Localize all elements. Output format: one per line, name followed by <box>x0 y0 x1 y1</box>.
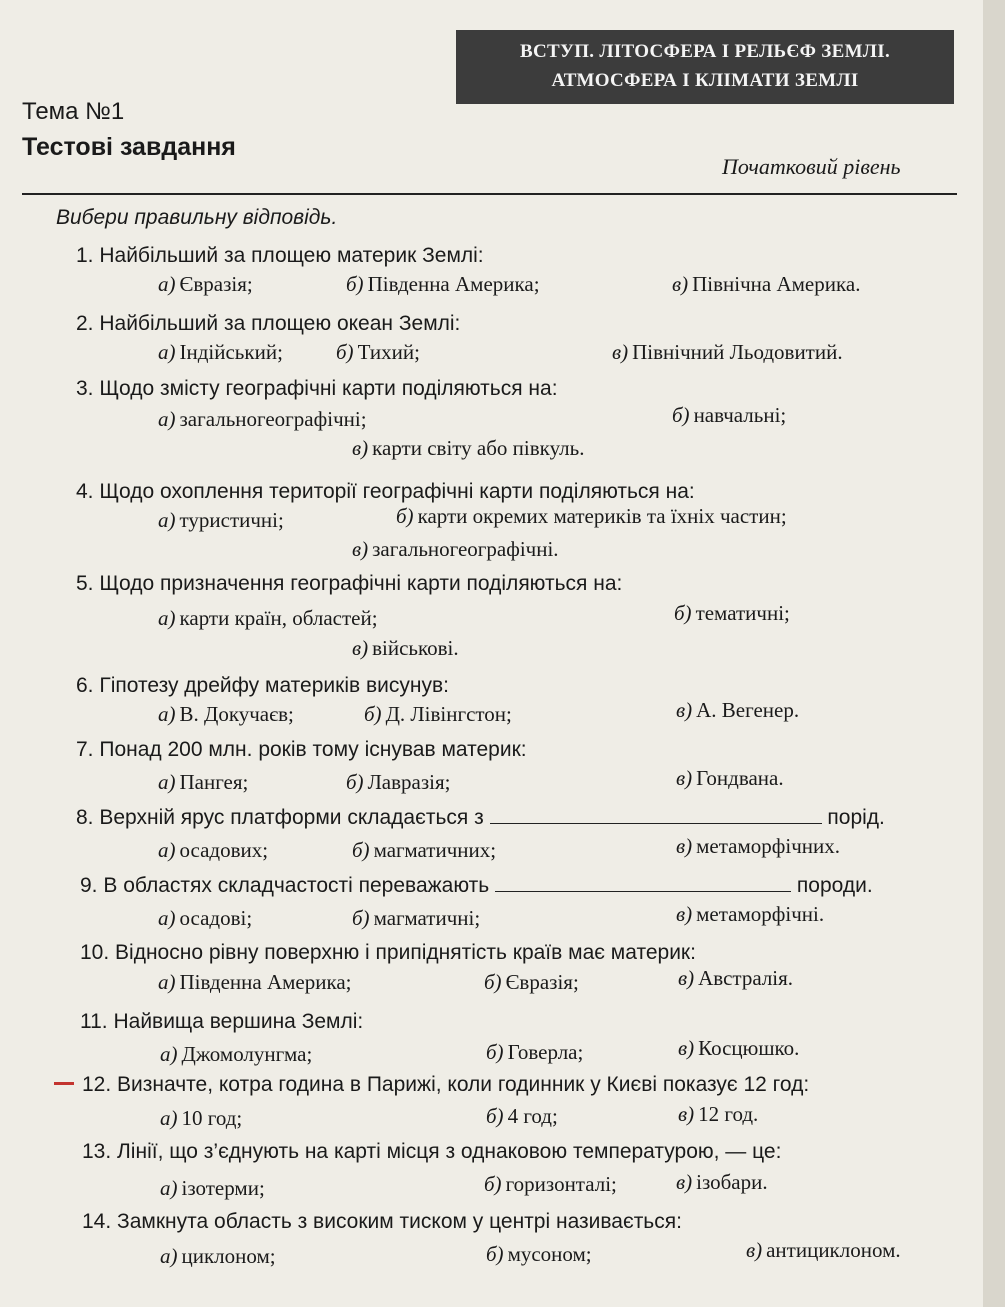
option-letter: а) <box>158 508 176 532</box>
option-14c <box>746 1238 901 1263</box>
option-letter: б) <box>486 1104 504 1128</box>
option-letter: а) <box>160 1244 178 1268</box>
option-1c <box>672 272 860 297</box>
option-text: ізобари. <box>696 1170 768 1194</box>
instruction: Вибери правильну відповідь. <box>56 206 338 229</box>
option-text: Говерла; <box>507 1040 584 1064</box>
option-11b <box>486 1040 583 1065</box>
option-text: Д. Лівінгстон; <box>385 702 512 726</box>
option-letter: в) <box>678 966 695 990</box>
question-12: 12. Визначте, котра година в Парижі, коли годинник у Києві показує 12 год: <box>82 1073 810 1096</box>
option-letter: а) <box>158 906 176 930</box>
option-letter: а) <box>158 272 176 296</box>
option-14b <box>486 1242 592 1267</box>
option-letter: б) <box>484 970 502 994</box>
option-letter: в) <box>676 698 693 722</box>
question-text: 8. Верхній ярус платформи складається з <box>76 806 484 829</box>
option-letter: а) <box>160 1176 178 1200</box>
option-9a <box>158 906 252 931</box>
page-edge <box>983 0 1005 1307</box>
option-letter: в) <box>676 834 693 858</box>
margin-mark <box>54 1082 74 1085</box>
page-title: Тестові завдання <box>22 133 236 161</box>
option-letter: в) <box>612 340 629 364</box>
option-2a <box>158 340 283 365</box>
option-text: Гондвана. <box>696 766 784 790</box>
option-text: метаморфічних. <box>696 834 840 858</box>
question-tail: порід. <box>827 806 885 829</box>
option-letter: б) <box>346 272 364 296</box>
option-7c <box>676 766 784 791</box>
option-12c <box>678 1102 758 1127</box>
option-text: Євразія; <box>505 970 579 994</box>
option-letter: в) <box>676 1170 693 1194</box>
header-divider <box>22 193 957 195</box>
option-letter: а) <box>158 606 176 630</box>
question-14: 14. Замкнута область з високим тиском у центрі називається: <box>82 1210 682 1233</box>
option-text: Пангея; <box>179 770 249 794</box>
option-13a <box>160 1176 265 1201</box>
option-text: карти окремих материків та їхніх частин; <box>417 504 787 528</box>
option-text: В. Докучаєв; <box>179 702 294 726</box>
question-11: 11. Найвища вершина Землі: <box>80 1010 364 1033</box>
option-8a <box>158 838 268 863</box>
option-4c <box>352 537 559 562</box>
option-text: ізотерми; <box>181 1176 265 1200</box>
option-letter: б) <box>352 906 370 930</box>
option-letter: б) <box>352 838 370 862</box>
question-8 <box>76 805 885 830</box>
option-letter: в) <box>678 1102 695 1126</box>
option-text: туристичні; <box>179 508 284 532</box>
question-3: 3. Щодо змісту географічні карти поділяються на: <box>76 377 558 400</box>
question-7: 7. Понад 200 млн. років тому існував материк: <box>76 738 527 761</box>
option-8b <box>352 838 496 863</box>
option-text: навчальні; <box>693 403 787 427</box>
option-text: 10 год; <box>181 1106 243 1130</box>
option-text: Косцюшко. <box>698 1036 800 1060</box>
option-9b <box>352 906 480 931</box>
option-4b <box>396 504 787 529</box>
question-10: 10. Відносно рівну поверхню і припіднятість країв має материк: <box>80 941 696 964</box>
option-letter: в) <box>746 1238 763 1262</box>
option-10b <box>484 970 579 995</box>
option-text: Джомолунгма; <box>181 1042 313 1066</box>
option-9c <box>676 902 824 927</box>
option-text: карти світу або півкуль. <box>372 436 585 460</box>
question-1: 1. Найбільший за площею материк Землі: <box>76 244 484 267</box>
option-letter: в) <box>352 436 369 460</box>
option-6c <box>676 698 799 723</box>
option-letter: б) <box>396 504 414 528</box>
option-text: мусоном; <box>507 1242 592 1266</box>
option-11c <box>678 1036 799 1061</box>
option-text: Євразія; <box>179 272 253 296</box>
difficulty-level: Початковий рівень <box>722 154 901 179</box>
option-text: осадові; <box>179 906 253 930</box>
option-letter: б) <box>486 1040 504 1064</box>
option-letter: а) <box>158 340 176 364</box>
banner-line-1: ВСТУП. ЛІТОСФЕРА І РЕЛЬЄФ ЗЕМЛІ. <box>519 41 890 62</box>
option-text: магматичних; <box>373 838 497 862</box>
option-3b <box>672 403 786 428</box>
option-6b <box>364 702 512 727</box>
option-letter: в) <box>676 902 693 926</box>
option-letter: а) <box>160 1106 178 1130</box>
option-text: антициклоном. <box>766 1238 901 1262</box>
option-text: А. Вегенер. <box>696 698 800 722</box>
option-text: метаморфічні. <box>696 902 825 926</box>
option-12b <box>486 1104 558 1129</box>
option-text: горизонталі; <box>505 1172 617 1196</box>
option-letter: б) <box>364 702 382 726</box>
option-5c <box>352 636 459 661</box>
option-10c <box>678 966 793 991</box>
option-letter: в) <box>352 636 369 660</box>
option-5a <box>158 606 378 631</box>
question-4: 4. Щодо охоплення території географічні карти поділяються на: <box>76 480 695 503</box>
option-letter: а) <box>158 702 176 726</box>
topic-number: Тема №1 <box>22 98 125 125</box>
option-text: Північний Льодовитий. <box>632 340 843 364</box>
option-text: 4 год; <box>507 1104 558 1128</box>
option-12a <box>160 1106 242 1131</box>
option-text: осадових; <box>179 838 269 862</box>
option-text: загальногеографічні. <box>372 537 559 561</box>
option-13c <box>676 1170 768 1195</box>
option-6a <box>158 702 294 727</box>
option-2c <box>612 340 843 365</box>
option-letter: в) <box>352 537 369 561</box>
question-text: 9. В областях складчастості переважають <box>80 874 490 897</box>
option-letter: б) <box>336 340 354 364</box>
option-4a <box>158 508 284 533</box>
option-text: 12 год. <box>698 1102 759 1126</box>
option-2b <box>336 340 420 365</box>
option-text: тематичні; <box>695 601 790 625</box>
option-text: циклоном; <box>181 1244 276 1268</box>
question-5: 5. Щодо призначення географічні карти поділяються на: <box>76 572 623 595</box>
option-text: Лавразія; <box>367 770 451 794</box>
option-letter: а) <box>160 1042 178 1066</box>
banner-line-2: АТМОСФЕРА І КЛІМАТИ ЗЕМЛІ <box>551 70 859 91</box>
option-letter: в) <box>672 272 689 296</box>
option-letter: в) <box>676 766 693 790</box>
answer-blank <box>490 805 822 824</box>
option-text: Південна Америка; <box>367 272 540 296</box>
option-11a <box>160 1042 312 1067</box>
option-text: Північна Америка. <box>692 272 861 296</box>
option-letter: а) <box>158 838 176 862</box>
option-text: магматичні; <box>373 906 481 930</box>
option-letter: б) <box>672 403 690 427</box>
question-9 <box>80 873 873 898</box>
option-5b <box>674 601 790 626</box>
option-1a <box>158 272 253 297</box>
option-1b <box>346 272 540 297</box>
option-7b <box>346 770 451 795</box>
option-letter: а) <box>158 970 176 994</box>
option-13b <box>484 1172 617 1197</box>
question-2: 2. Найбільший за площею океан Землі: <box>76 312 461 335</box>
option-text: Південна Америка; <box>179 970 352 994</box>
option-text: карти країн, областей; <box>179 606 378 630</box>
option-7a <box>158 770 248 795</box>
option-letter: б) <box>346 770 364 794</box>
option-3c <box>352 436 584 461</box>
option-letter: б) <box>674 601 692 625</box>
option-text: Індійський; <box>179 340 283 364</box>
option-letter: в) <box>678 1036 695 1060</box>
chapter-banner <box>456 30 954 104</box>
option-8c <box>676 834 840 859</box>
option-letter: а) <box>158 770 176 794</box>
option-letter: а) <box>158 407 176 431</box>
option-text: військові. <box>372 636 459 660</box>
question-6: 6. Гіпотезу дрейфу материків висунув: <box>76 674 449 697</box>
question-tail: породи. <box>796 874 873 897</box>
option-text: Австралія. <box>698 966 794 990</box>
option-text: Тихий; <box>357 340 420 364</box>
option-3a <box>158 407 367 432</box>
option-14a <box>160 1244 276 1269</box>
option-letter: б) <box>486 1242 504 1266</box>
question-13: 13. Лінії, що з’єднують на карті місця з однаковою температурою, — це: <box>82 1140 782 1163</box>
answer-blank <box>495 873 791 892</box>
option-10a <box>158 970 352 995</box>
option-letter: б) <box>484 1172 502 1196</box>
option-text: загальногеографічні; <box>179 407 367 431</box>
